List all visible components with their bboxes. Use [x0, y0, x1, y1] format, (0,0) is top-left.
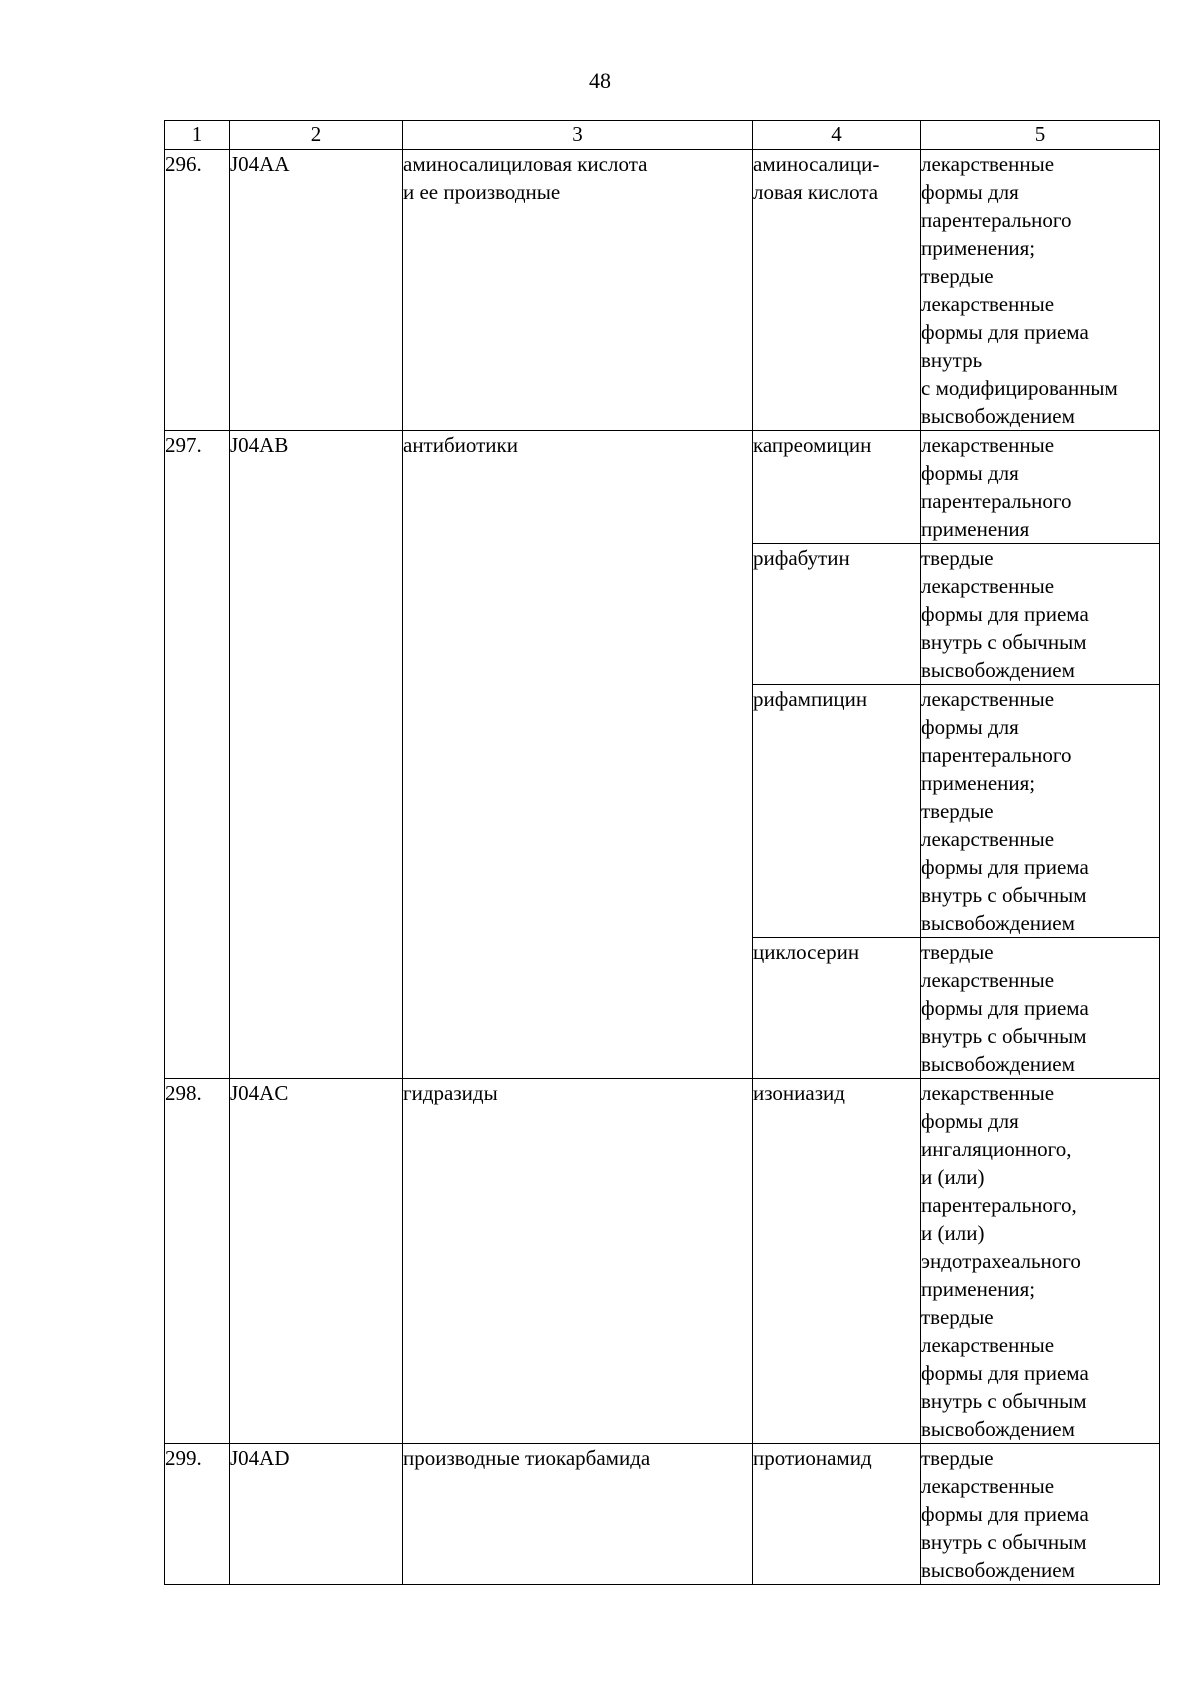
- dosage-form-cell: [921, 431, 1160, 544]
- column-header: 3: [403, 121, 753, 150]
- dosage-form-line: внутрь с обычным: [921, 1389, 1087, 1413]
- dosage-form-line: применения: [921, 517, 1030, 541]
- dosage-form-line: применения;: [921, 771, 1036, 795]
- dosage-form-line: лекарственные: [921, 1333, 1055, 1357]
- dosage-form-line: ингаляционного,: [921, 1137, 1072, 1161]
- column-header: 4: [753, 121, 921, 150]
- drug-name-line: протионамид: [753, 1446, 872, 1470]
- dosage-form-line: формы для приема: [921, 602, 1089, 626]
- dosage-form-line: лекарственные: [921, 968, 1055, 992]
- dosage-form-line: формы для: [921, 1109, 1019, 1133]
- dosage-form-cell: [921, 1079, 1160, 1444]
- drug-name-line: циклосерин: [753, 940, 860, 964]
- dosage-form-line: формы для приема: [921, 1502, 1089, 1526]
- column-header: 2: [230, 121, 403, 150]
- table-row: [165, 1444, 1160, 1585]
- drug-name-cell: [753, 1079, 921, 1444]
- dosage-form-line: лекарственные: [921, 1474, 1055, 1498]
- dosage-form-cell: [921, 685, 1160, 938]
- dosage-form-line: парентерального: [921, 743, 1072, 767]
- dosage-form-line: лекарственные: [921, 687, 1055, 711]
- atc-code-cell: J04AD: [230, 1444, 403, 1585]
- group-text-line: гидразиды: [403, 1081, 498, 1105]
- dosage-form-line: твердые: [921, 1305, 994, 1329]
- dosage-form-line: лекарственные: [921, 152, 1055, 176]
- drug-name-line: рифабутин: [753, 546, 850, 570]
- atc-group-cell: [403, 1079, 753, 1444]
- drug-name-line: капреомицин: [753, 433, 872, 457]
- atc-group-cell: [403, 1444, 753, 1585]
- dosage-form-line: парентерального: [921, 208, 1072, 232]
- drug-name-cell: [753, 431, 921, 544]
- row-number-cell: 296.: [165, 150, 230, 431]
- drug-name-line: изониазид: [753, 1081, 845, 1105]
- drug-name-line: рифампицин: [753, 687, 868, 711]
- dosage-form-cell: [921, 938, 1160, 1079]
- dosage-form-line: лекарственные: [921, 1081, 1055, 1105]
- dosage-form-line: твердые: [921, 264, 994, 288]
- atc-code-cell: J04AA: [230, 150, 403, 431]
- dosage-form-cell: [921, 544, 1160, 685]
- dosage-form-line: применения;: [921, 1277, 1036, 1301]
- drug-table: [164, 120, 1160, 1585]
- column-header: 5: [921, 121, 1160, 150]
- row-number-cell: 297.: [165, 431, 230, 1079]
- dosage-form-line: формы для приема: [921, 320, 1089, 344]
- dosage-form-line: лекарственные: [921, 292, 1055, 316]
- dosage-form-line: лекарственные: [921, 574, 1055, 598]
- table-body: [165, 150, 1160, 1585]
- dosage-form-line: внутрь: [921, 348, 983, 372]
- dosage-form-line: высвобождением: [921, 1417, 1075, 1441]
- group-text-line: и ее производные: [403, 180, 561, 204]
- dosage-form-line: твердые: [921, 1446, 994, 1470]
- dosage-form-line: высвобождением: [921, 1558, 1075, 1582]
- dosage-form-line: внутрь с обычным: [921, 1530, 1087, 1554]
- dosage-form-line: формы для приема: [921, 855, 1089, 879]
- row-number-cell: 298.: [165, 1079, 230, 1444]
- dosage-form-line: твердые: [921, 546, 994, 570]
- drug-name-line: аминосалици-: [753, 152, 880, 176]
- atc-code-cell: J04AC: [230, 1079, 403, 1444]
- table-row: [165, 150, 1160, 431]
- dosage-form-line: внутрь с обычным: [921, 883, 1087, 907]
- table-header: [165, 121, 1160, 150]
- dosage-form-line: высвобождением: [921, 911, 1075, 935]
- dosage-form-line: внутрь с обычным: [921, 1024, 1087, 1048]
- dosage-form-line: формы для приема: [921, 1361, 1089, 1385]
- drug-name-line: ловая кислота: [753, 180, 879, 204]
- drug-name-cell: [753, 544, 921, 685]
- atc-group-cell: [403, 431, 753, 1079]
- dosage-form-line: и (или): [921, 1165, 985, 1189]
- dosage-form-line: парентерального,: [921, 1193, 1077, 1217]
- dosage-form-line: формы для: [921, 180, 1019, 204]
- atc-group-cell: [403, 150, 753, 431]
- dosage-form-line: твердые: [921, 799, 994, 823]
- header-row: [165, 121, 1160, 150]
- page-number: 48: [589, 68, 611, 93]
- table-row: [165, 431, 1160, 544]
- group-text-line: производные тиокарбамида: [403, 1446, 651, 1470]
- dosage-form-line: формы для приема: [921, 996, 1089, 1020]
- dosage-form-cell: [921, 150, 1160, 431]
- dosage-form-line: формы для: [921, 715, 1019, 739]
- dosage-form-line: применения;: [921, 236, 1036, 260]
- dosage-form-line: высвобождением: [921, 658, 1075, 682]
- dosage-form-line: высвобождением: [921, 1052, 1075, 1076]
- drug-name-cell: [753, 150, 921, 431]
- dosage-form-line: высвобождением: [921, 404, 1075, 428]
- group-text-line: аминосалициловая кислота: [403, 152, 648, 176]
- dosage-form-line: формы для: [921, 461, 1019, 485]
- dosage-form-line: лекарственные: [921, 433, 1055, 457]
- dosage-form-line: эндотрахеального: [921, 1249, 1081, 1273]
- dosage-form-line: парентерального: [921, 489, 1072, 513]
- group-text-line: антибиотики: [403, 433, 518, 457]
- drug-name-cell: [753, 938, 921, 1079]
- row-number-cell: 299.: [165, 1444, 230, 1585]
- dosage-form-line: с модифицированным: [921, 376, 1118, 400]
- dosage-form-line: лекарственные: [921, 827, 1055, 851]
- drug-name-cell: [753, 685, 921, 938]
- dosage-form-line: и (или): [921, 1221, 985, 1245]
- column-header: 1: [165, 121, 230, 150]
- dosage-form-cell: [921, 1444, 1160, 1585]
- table-row: [165, 1079, 1160, 1444]
- atc-code-cell: J04AB: [230, 431, 403, 1079]
- dosage-form-line: внутрь с обычным: [921, 630, 1087, 654]
- dosage-form-line: твердые: [921, 940, 994, 964]
- drug-name-cell: [753, 1444, 921, 1585]
